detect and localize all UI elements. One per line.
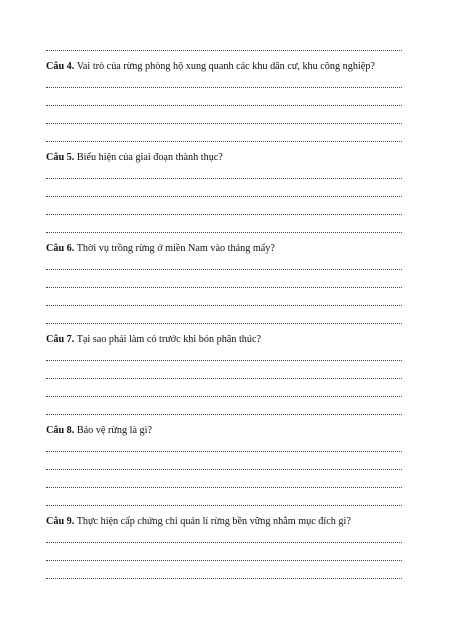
question-8 [46,425,426,437]
answer-line [46,578,402,579]
question-4 [46,61,426,73]
answer-line [46,178,402,179]
answer-line [46,214,402,215]
answer-line [46,378,402,379]
question-label: Câu 9. [46,516,75,527]
answer-line [46,469,402,470]
answer-line [46,542,402,543]
question-text: Thời vụ trồng rừng ở miền Nam vào tháng mấy? [76,243,275,254]
answer-line [46,487,402,488]
answer-line [46,396,402,397]
answer-line [46,232,402,233]
answer-line [46,560,402,561]
answer-line [46,305,402,306]
answer-line [46,414,402,415]
question-text: Bảo vệ rừng là gì? [76,425,152,436]
answer-line [46,323,402,324]
question-label: Câu 7. [46,334,75,345]
answer-line [46,360,402,361]
question-label: Câu 8. [46,425,75,436]
question-6 [46,243,426,255]
question-9 [46,516,426,528]
answer-line [46,50,402,51]
answer-line [46,123,402,124]
question-text: Tại sao phải làm cỏ trước khi bón phân thúc? [76,334,262,345]
answer-line [46,141,402,142]
answer-line [46,269,402,270]
answer-line [46,451,402,452]
answer-line [46,105,402,106]
answer-line [46,287,402,288]
question-label: Câu 6. [46,243,75,254]
question-label: Câu 4. [46,61,75,72]
answer-line [46,505,402,506]
question-label: Câu 5. [46,152,75,163]
question-5 [46,152,426,164]
question-7 [46,334,426,346]
question-text: Biểu hiện của giai đoạn thành thục? [76,152,223,163]
question-text: Vai trò của rừng phòng hộ xung quanh các khu dân cư, khu công nghiệp? [76,61,375,72]
question-text: Thực hiện cấp chứng chỉ quản lí rừng bền vững nhằm mục đích gì? [76,516,351,527]
answer-line [46,196,402,197]
answer-line [46,87,402,88]
